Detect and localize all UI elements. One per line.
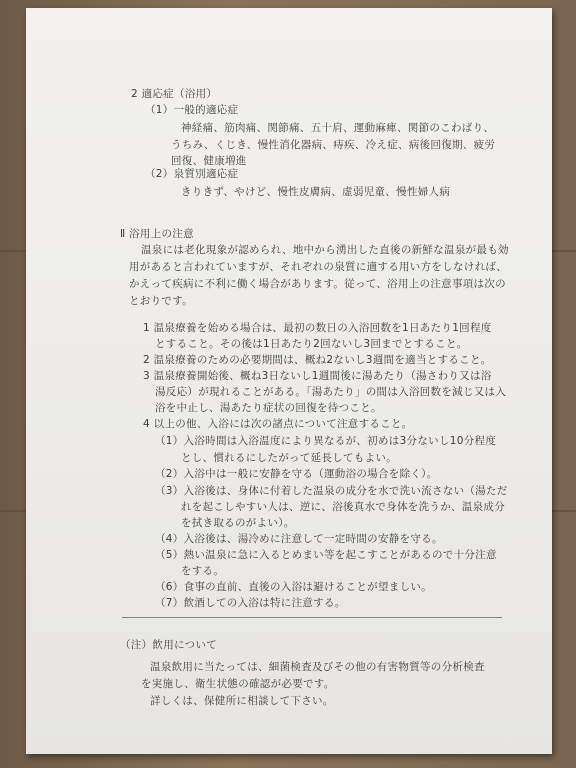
caution-sub-3-cont: れを起こしやすい人は、逆に、浴後真水で身体を洗うか、温泉成分 xyxy=(181,501,505,513)
section-heading-indications: 2 適応症（浴用） xyxy=(131,88,218,100)
general-indications-line: うちみ、くじき、慢性消化器病、痔疾、冷え症、病後回復期、疲労 xyxy=(171,139,496,151)
section-heading-bathing-cautions: Ⅱ 浴用上の注意 xyxy=(120,228,194,240)
caution-sub-5-cont: をする。 xyxy=(181,565,225,577)
caution-item-3-cont: 浴を中止し、湯あたり症状の回復を待つこと。 xyxy=(155,402,382,414)
caution-sub-2: （2）入浴中は一般に安静を守る（運動浴の場合を除く）。 xyxy=(155,468,438,480)
subheading-spring-indications: （2）泉質別適応症 xyxy=(145,168,239,180)
caution-item-1: 1 温泉療養を始める場合は、最初の数日の入浴回数を1日あたり1回程度 xyxy=(143,322,492,334)
caution-sub-4: （4）入浴後は、湯冷めに注意して一定時間の安静を守る。 xyxy=(155,533,443,545)
caution-item-3-cont: 湯反応）が現れることがある。「湯あたり」の間は入浴回数を減じ又は入 xyxy=(155,386,507,398)
note-line: 温泉飲用に当たっては、細菌検査及びその他の有害物質等の分析検査 xyxy=(150,661,485,673)
divider-line xyxy=(122,617,502,618)
note-line: 詳しくは、保健所に相談して下さい。 xyxy=(150,695,334,707)
caution-sub-3: （3）入浴後は、身体に付着した温泉の成分を水で洗い流さない（湯ただ xyxy=(155,485,508,497)
intro-line: 用があると言われていますが、それぞれの泉質に適する用い方をしなければ、 xyxy=(129,261,507,273)
general-indications-line: 回復、健康増進 xyxy=(171,155,247,167)
intro-line: 温泉には老化現象が認められ、地中から湧出した直後の新鮮な温泉が最も効 xyxy=(141,244,509,256)
general-indications-line: 神経痛、筋肉痛、関節痛、五十肩、運動麻痺、関節のこわばり、 xyxy=(181,122,495,134)
intro-line: とおりです。 xyxy=(129,295,193,307)
caution-sub-6: （6）食事の直前、直後の入浴は避けることが望ましい。 xyxy=(155,581,432,593)
intro-line: かえって疾病に不利に働く場合があります。従って、浴用上の注意事項は次の xyxy=(129,278,506,290)
caution-sub-3-cont: を拭き取るのがよい）。 xyxy=(181,517,295,529)
caution-item-3: 3 温泉療養開始後、概ね3日ないし1週間後に湯あたり（湯さわり又は浴 xyxy=(143,370,492,382)
caution-item-1-cont: とすること。その後は1日あたり2回ないし3回までとすること。 xyxy=(155,338,468,350)
caution-sub-1-cont: とし、慣れるにしたがって延長してもよい。 xyxy=(181,452,397,464)
subheading-general-indications: （1）一般的適応症 xyxy=(145,104,239,116)
caution-sub-1: （1）入浴時間は入浴温度により異なるが、初めは3分ないし10分程度 xyxy=(155,435,497,447)
spring-indications-line: きりきず、やけど、慢性皮膚病、虚弱児童、慢性婦人病 xyxy=(181,186,451,198)
caution-sub-7: （7）飲酒しての入浴は特に注意する。 xyxy=(155,597,346,609)
caution-item-2: 2 温泉療養のための必要期間は、概ね2ないし3週間を適当とすること。 xyxy=(143,354,492,366)
note-line: を実施し、衛生状態の確認が必要です。 xyxy=(141,678,335,690)
caution-item-4: 4 以上の他、入浴には次の諸点について注意すること。 xyxy=(143,418,413,430)
note-heading-drinking: （注）飲用について xyxy=(120,639,217,651)
caution-sub-5: （5）熱い温泉に急に入るとめまい等を起こすことがあるので十分注意 xyxy=(155,549,497,561)
